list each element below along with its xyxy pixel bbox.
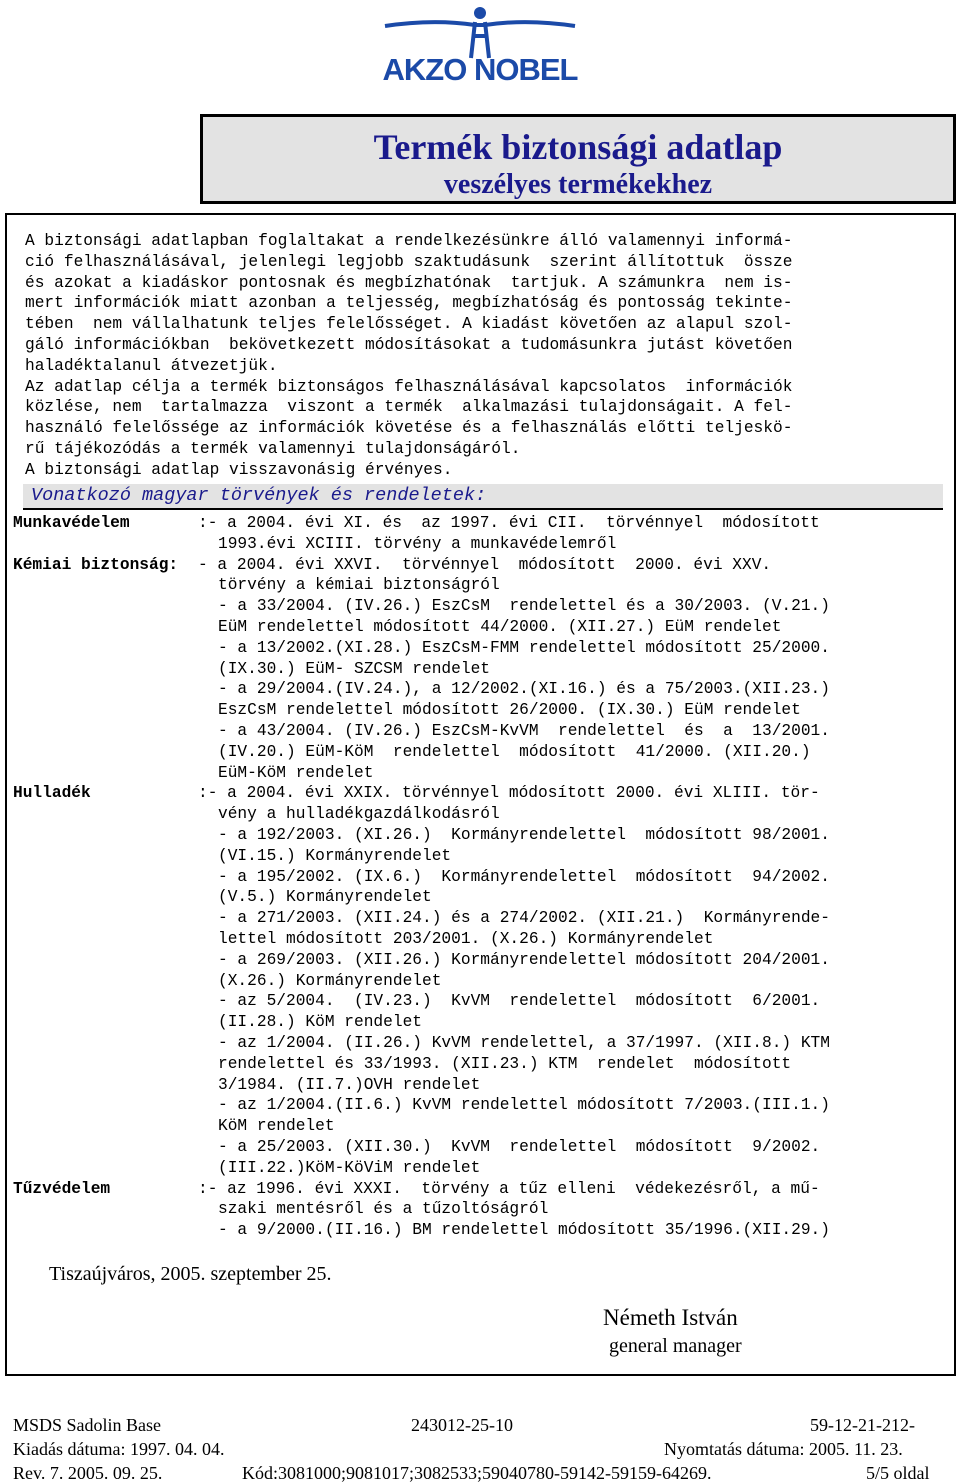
intro-line: A biztonsági adatlapban foglaltakat a rendelkezésünkre álló valamennyi informá-: [25, 232, 793, 250]
law-text: - a 192/2003. (XI.26.) Kormányrendelettel módosított 98/2001.: [218, 825, 830, 844]
law-text: (V.5.) Kormányrendelet: [218, 888, 432, 907]
law-text: rendelettel és 33/1993. (XII.23.) KTM rendelet módosított: [218, 1054, 792, 1073]
law-text: (IX.30.) EüM- SZCSM rendelet: [218, 659, 490, 678]
law-text: - a 33/2004. (IV.26.) EszCsM rendelettel és a 30/2003. (V.21.): [218, 597, 830, 616]
document-title: Termék biztonsági adatlap: [373, 127, 783, 167]
law-text: - a 271/2003. (XII.24.) és a 274/2002. (XII.21.) Kormányrende-: [218, 909, 830, 928]
footer-revision: Rev. 7. 2005. 09. 25.: [13, 1463, 163, 1483]
law-text: - a 269/2003. (XII.26.) Kormányrendelettel módosított 204/2001.: [218, 950, 830, 969]
footer-print-date: Nyomtatás dátuma: 2005. 11. 23.: [664, 1439, 903, 1459]
laws-heading-bar: [23, 484, 943, 510]
intro-line: és azokat a kiadáskor pontosnak és megbízhatónak tartjuk. A számunkra nem is-: [25, 273, 793, 292]
signatory-name: Németh István: [603, 1305, 738, 1330]
law-text: szaki mentésről és a tűzoltóságról: [218, 1200, 549, 1219]
law-category: Kémiai biztonság:: [13, 555, 179, 574]
law-text: 3/1984. (II.7.)OVH rendelet: [218, 1075, 481, 1094]
law-category: Hulladék: [13, 784, 91, 803]
law-text: - a 195/2002. (IX.6.) Kormányrendelettel módosított 94/2002.: [218, 867, 830, 886]
law-text: (III.22.)KöM-KöViM rendelet: [218, 1158, 481, 1177]
footer-ref: 59-12-21-212-: [810, 1415, 915, 1435]
footer-kod: Kód:3081000;9081017;3082533;59040780-59142-59159-64269.: [242, 1463, 712, 1483]
document-subtitle: veszélyes termékekhez: [443, 169, 713, 200]
law-text: :- a 2004. évi XI. és az 1997. évi CII. törvénnyel módosított: [198, 514, 820, 532]
law-text: - a 9/2000.(II.16.) BM rendelettel módosított 35/1996.(XII.29.): [218, 1221, 830, 1240]
akzo-nobel-logo: [375, 2, 585, 94]
law-text: EüM rendelettel módosított 44/2000. (XII.27.) EüM rendelet: [218, 617, 782, 636]
law-text: lettel módosított 203/2001. (X.26.) Kormányrendelet: [218, 929, 714, 948]
intro-line: tében nem vállalhatunk teljes felelősséget. A kiadást követően az alapul szol-: [25, 315, 793, 334]
document-title-box: [200, 114, 956, 204]
law-text: - a 2004. évi XXVI. törvénnyel módosított 2000. évi XXV.: [198, 555, 772, 574]
law-text: (VI.15.) Kormányrendelet: [218, 846, 452, 865]
logo-text: AKZO NOBEL: [382, 52, 578, 87]
intro-line: Az adatlap célja a termék biztonságos felhasználásával kapcsolatos információk: [25, 377, 793, 396]
law-text: EszCsM rendelettel módosított 26/2000. (IX.30.) EüM rendelet: [218, 701, 801, 720]
intro-line: gáló információkban bekövetkezett módosításokat a tudomásunkra jutást követően: [25, 335, 793, 354]
content-box: [5, 213, 956, 1376]
law-text: - az 1/2004.(II.6.) KvVM rendelettel módosított 7/2003.(III.1.): [218, 1096, 830, 1115]
law-text: (II.28.) KöM rendelet: [218, 1013, 422, 1032]
footer-page-number: 5/5 oldal: [866, 1463, 930, 1483]
law-text: (X.26.) Kormányrendelet: [218, 971, 442, 990]
laws-heading: Vonatkozó magyar törvények és rendeletek:: [31, 485, 487, 506]
law-text: - a 43/2004. (IV.26.) EszCsM-KvVM rendelettel és a 13/2001.: [218, 721, 830, 740]
intro-paragraph: [25, 231, 792, 481]
law-text: - az 5/2004. (IV.23.) KvVM rendelettel módosított 6/2001.: [218, 992, 821, 1011]
law-text: EüM-KöM rendelet: [218, 763, 374, 782]
law-text: - a 13/2002.(XI.28.) EszCsM-FMM rendelettel módosított 25/2000.: [218, 638, 830, 657]
law-text: törvény a kémiai biztonságról: [218, 576, 500, 595]
intro-line: haladéktalanul átvezetjük.: [25, 356, 278, 375]
law-text: - az 1/2004. (II.26.) KvVM rendelettel, a 37/1997. (XII.8.) KTM: [218, 1033, 830, 1052]
footer-product: MSDS Sadolin Base: [13, 1415, 162, 1435]
footer-issue-date: Kiadás dátuma: 1997. 04. 04.: [13, 1439, 225, 1459]
law-text: vény a hulladékgazdálkodásról: [218, 805, 500, 824]
law-text: - a 25/2003. (XII.30.) KvVM rendelettel módosított 9/2002.: [218, 1137, 821, 1156]
law-text: 1993.évi XCIII. törvény a munkavédelemről: [218, 534, 617, 553]
intro-line: használó felelőssége az információk követése és a felhasználás előtti teljeskö-: [25, 419, 793, 438]
law-text: :- a 2004. évi XXIX. törvénnyel módosított 2000. évi XLIII. tör-: [198, 784, 820, 803]
footer-code: 243012-25-10: [411, 1415, 513, 1435]
law-text: KöM rendelet: [218, 1117, 335, 1136]
signatory-title: general manager: [609, 1335, 742, 1357]
intro-line: közlése, nem tartalmazza viszont a termék alkalmazási tulajdonságait. A fel-: [25, 398, 793, 417]
intro-line: A biztonsági adatlap visszavonásig érvényes.: [25, 460, 453, 479]
law-text: :- az 1996. évi XXXI. törvény a tűz elleni védekezésről, a mű-: [198, 1179, 820, 1198]
law-category: Tűzvédelem: [13, 1179, 111, 1198]
intro-line: ció felhasználásával, jelenlegi legjobb szaktudásunk szerint állítottuk össze: [25, 252, 793, 271]
law-category: Munkavédelem: [13, 514, 130, 532]
intro-line: rű tájékozódás a termék valamennyi tulajdonságáról.: [25, 439, 521, 458]
intro-line: mert információk miatt azonban a teljesség, megbízhatóság és pontosság tekinte-: [25, 294, 793, 313]
law-text: - a 29/2004.(IV.24.), a 12/2002.(XI.16.) és a 75/2003.(XII.23.): [218, 680, 830, 699]
place-date: Tiszaújváros, 2005. szeptember 25.: [49, 1263, 332, 1285]
law-text: (IV.20.) EüM-KöM rendelettel módosított 41/2000. (XII.20.): [218, 742, 811, 761]
